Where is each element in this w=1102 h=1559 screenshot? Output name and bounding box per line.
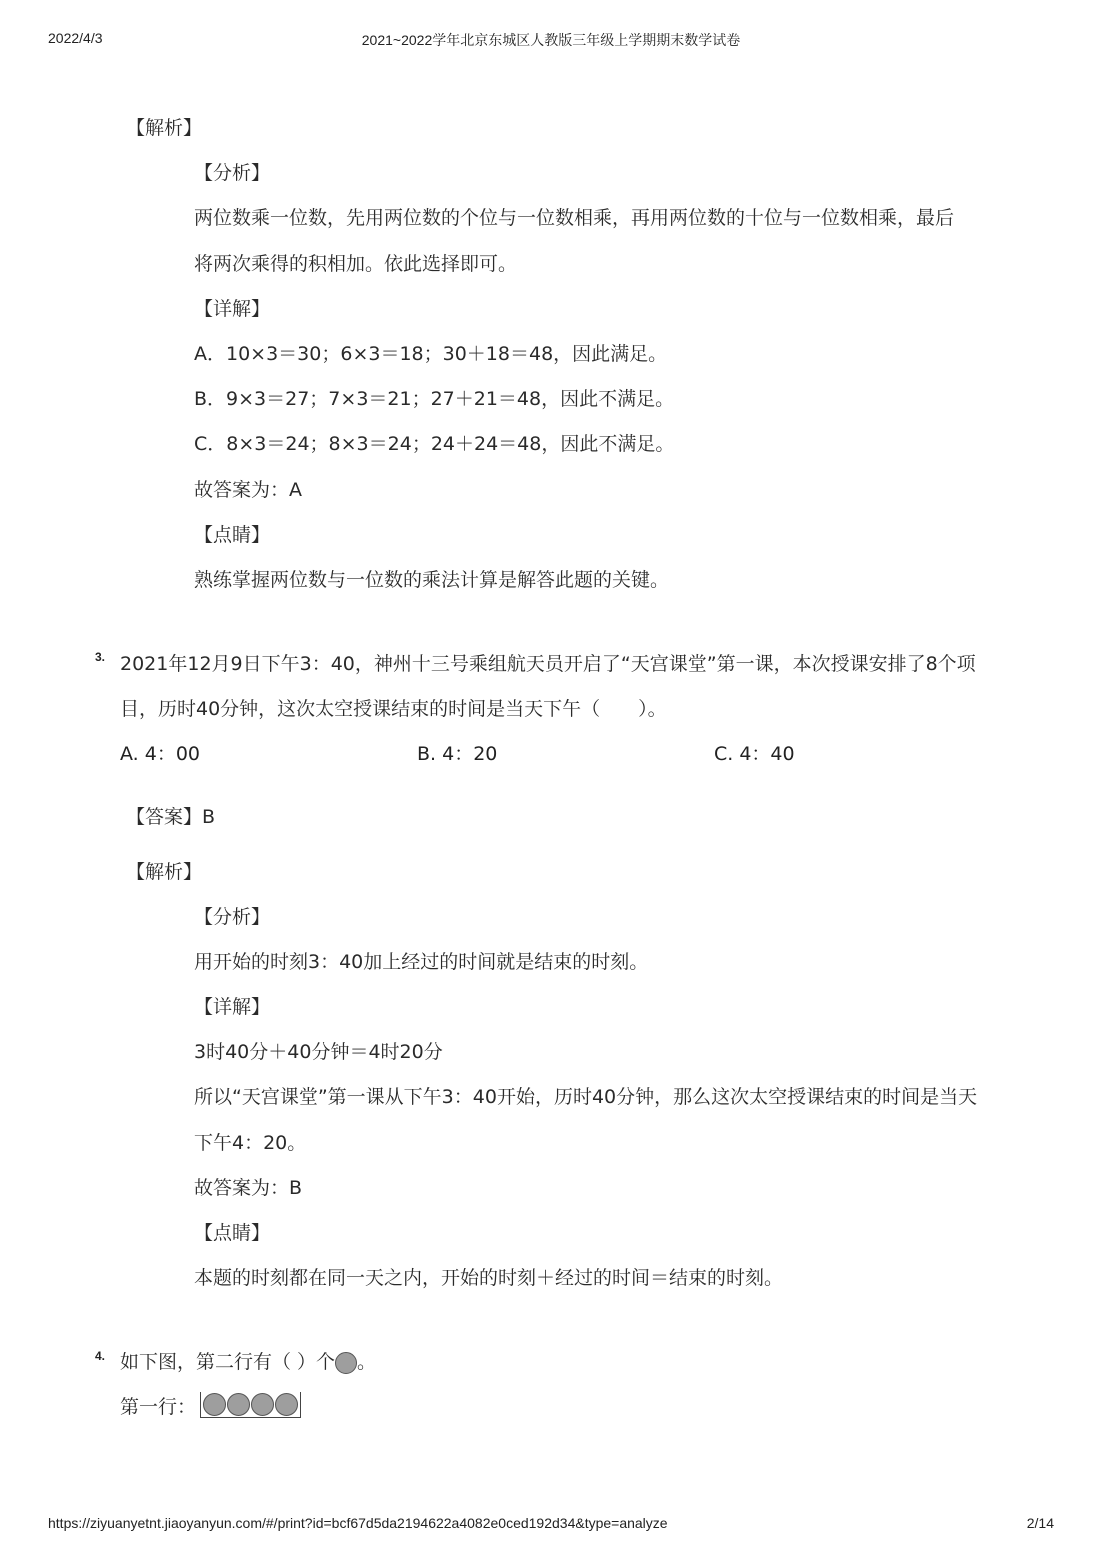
q3-analysis: 用开始的时刻3：40加上经过的时间就是结束的时刻。 bbox=[194, 951, 649, 973]
q3-dianjing-heading: 【点睛】 bbox=[194, 1222, 271, 1244]
q2-tip: 熟练掌握两位数与一位数的乘法计算是解答此题的关键。 bbox=[194, 569, 670, 591]
q4-row1-circles bbox=[200, 1392, 301, 1418]
q3-option-b: B. 4：20 bbox=[417, 743, 498, 765]
q2-jiexi-heading: 【解析】 bbox=[126, 117, 203, 139]
q3-option-a: A. 4：00 bbox=[120, 743, 201, 765]
q3-answer-line: 故答案为：B bbox=[194, 1177, 303, 1199]
gray-circle-icon bbox=[203, 1393, 226, 1416]
q4-row1-label: 第一行： bbox=[120, 1396, 197, 1418]
q3-tip: 本题的时刻都在同一天之内，开始的时刻＋经过的时间＝结束的时刻。 bbox=[194, 1267, 784, 1289]
source-url: https://ziyuanyetnt.jiaoyanyun.com/#/print?id=bcf67d5da2194622a4082e0ced192d34&type=analyze bbox=[48, 1515, 668, 1531]
q3-stem-line-1: 2021年12月9日下午3：40，神州十三号乘组航天员开启了“天宫课堂”第一课，本次授课安排了8个项 bbox=[120, 653, 976, 675]
q3-option-c: C. 4：40 bbox=[714, 743, 795, 765]
gray-circle-icon bbox=[227, 1393, 250, 1416]
q4-stem-text: 如下图，第二行有（ ）个 bbox=[120, 1351, 336, 1373]
q2-detail-a: A．10×3＝30；6×3＝18；30＋18＝48，因此满足。 bbox=[194, 343, 668, 365]
gray-circle-icon bbox=[335, 1352, 357, 1374]
q3-xiangjie-heading: 【详解】 bbox=[194, 996, 271, 1018]
q2-answer-line: 故答案为：A bbox=[194, 479, 302, 501]
q4-stem bbox=[120, 1350, 376, 1374]
q3-stem-line-2: 目，历时40分钟，这次太空授课结束的时间是当天下午（ ）。 bbox=[120, 698, 667, 720]
q2-detail-c: C．8×3＝24；8×3＝24；24＋24＝48，因此不满足。 bbox=[194, 433, 675, 455]
gray-circle-icon bbox=[251, 1393, 274, 1416]
q2-fenxi-heading: 【分析】 bbox=[194, 162, 271, 184]
q3-detail-line-2: 所以“天宫课堂”第一课从下午3：40开始，历时40分钟，那么这次太空授课结束的时间是当天 bbox=[194, 1086, 978, 1108]
document-title: 2021~2022学年北京东城区人教版三年级上学期期末数学试卷 bbox=[361, 32, 741, 48]
page-number: 2/14 bbox=[1026, 1515, 1054, 1531]
gray-circle-icon bbox=[275, 1393, 298, 1416]
q3-detail-line-3: 下午4：20。 bbox=[194, 1132, 307, 1154]
q3-detail-line-1: 3时40分＋40分钟＝4时20分 bbox=[194, 1041, 443, 1063]
q2-analysis-line-2: 将两次乘得的积相加。依此选择即可。 bbox=[194, 253, 518, 275]
q3-answer: 【答案】B bbox=[126, 806, 216, 828]
q4-stem-end: 。 bbox=[357, 1351, 377, 1373]
q4-number: 4. bbox=[95, 1349, 106, 1363]
q2-analysis-line-1: 两位数乘一位数，先用两位数的个位与一位数相乘，再用两位数的十位与一位数相乘，最后 bbox=[194, 207, 955, 229]
q2-detail-b: B．9×3＝27；7×3＝21；27＋21＝48，因此不满足。 bbox=[194, 388, 675, 410]
q2-xiangjie-heading: 【详解】 bbox=[194, 298, 271, 320]
q3-number: 3. bbox=[95, 650, 106, 664]
q3-jiexi-heading: 【解析】 bbox=[126, 861, 203, 883]
q3-fenxi-heading: 【分析】 bbox=[194, 906, 271, 928]
q2-dianjing-heading: 【点睛】 bbox=[194, 524, 271, 546]
print-date: 2022/4/3 bbox=[48, 30, 103, 46]
